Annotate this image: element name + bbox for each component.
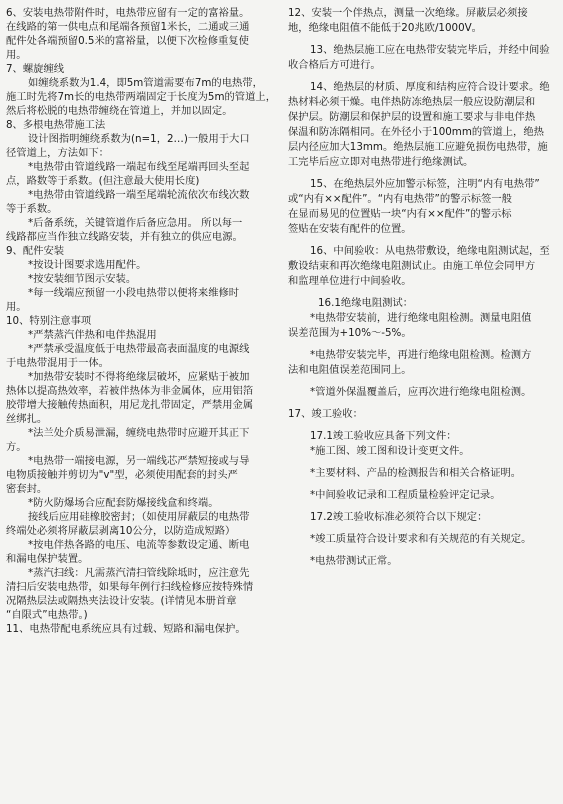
text-line: 然后将松脱的电热带缠绕在管道上，并加以固定。 [6, 105, 233, 117]
text-line: *严禁承受温度低于电热带最高表面温度的电源线 [28, 343, 250, 355]
text-line: 和监理单位进行中间验收。 [288, 275, 412, 287]
paragraph-gap [288, 170, 556, 177]
text-line: *电热带安装完毕，再进行绝缘电阻检测。检测方 [310, 349, 532, 361]
text-line: 点，路数等于系数。(但注意最大使用长度) [6, 175, 200, 187]
text-line: *电热带一端接电源，另一端线芯严禁短接或与导 [28, 455, 250, 467]
text-line: 径管道上，方法如下： [6, 147, 109, 159]
text-line: 9、配件安装 [6, 245, 65, 257]
paragraph-gap [288, 73, 556, 80]
text-line: 保护层。防潮层和保护层的设置和施工要求与非电伴热 [288, 111, 536, 123]
text-line: 况隔热层法或隔热夹法设计安装。(详情见本册首章 [6, 595, 237, 607]
text-line: 17.2竣工验收标准必须符合以下规定： [310, 511, 488, 523]
text-line: *按设计图要求选用配件。 [28, 259, 147, 271]
text-line: 设计图指明缠绕系数为(n=1，2…)一般用于大口 [28, 133, 250, 145]
text-line: *电热带由管道线路一端至尾端轮流依次布线次数 [28, 189, 250, 201]
text-line: *加热带安装时不得将绝缘层破坏，应紧贴于被加 [28, 371, 250, 383]
text-line: 胶带增大接触传热面积，用尼龙扎带固定，严禁用金属 [6, 399, 254, 411]
text-line: 17、竣工验收： [288, 408, 363, 420]
text-line: 在显而易见的位置贴一块“内有××配件”的警示标 [288, 208, 512, 220]
text-line: 17.1竣工验收应具备下列文件： [310, 430, 457, 442]
text-line: *电热带由管道线路一端起布线至尾端再回头至起 [28, 161, 250, 173]
text-line: 11、电热带配电系统应具有过载、短路和漏电保护。 [6, 623, 246, 635]
text-line: 15、在绝热层外应加警示标签，注明“内有电热带” [310, 178, 540, 190]
paragraph-gap [288, 237, 556, 244]
text-line: 施工时先将7m长的电热带两端固定于长度为5m的管道上， [6, 91, 276, 103]
text-line: 16.1绝缘电阻测试： [318, 297, 414, 309]
text-line: 保温和防冻隔相同。在外径小于100mm的管道上，绝热 [288, 126, 544, 138]
text-line: 清扫后安装电热带，如果每年例行扫线检修应按特殊情 [6, 581, 254, 593]
text-line: 或“内有××配件”。“内有电热带”的警示标签一般 [288, 193, 512, 205]
text-line: 方。 [6, 441, 27, 453]
text-line: 如缠绕系数为1.4，即5m管道需要布7m的电热带， [28, 77, 263, 89]
text-line: *防火防爆场合应配套防爆接线盒和终端。 [28, 497, 219, 509]
text-line: *按安装细节图示安装。 [28, 273, 137, 285]
text-line: *电热带安装前，进行绝缘电阻检测。测量电阻值 [310, 312, 532, 324]
paragraph-gap [288, 525, 556, 532]
paragraph-gap [288, 341, 556, 348]
text-line: 用。 [6, 49, 27, 61]
text-line: *后备系统，关键管道作后备应急用。 所以每一 [28, 217, 243, 229]
text-line: 误差范围为+10%～-5%。 [288, 327, 412, 339]
paragraph-gap [288, 378, 556, 385]
paragraph-gap [288, 481, 556, 488]
text-line: 签贴在安装有配件的位置。 [288, 223, 412, 235]
left-column [6, 6, 276, 636]
text-line: 13、绝热层施工应在电热带安装完毕后，并经中间验 [310, 44, 550, 56]
text-line: 6、安装电热带附件时，电热带应留有一定的富裕量。 [6, 7, 250, 19]
text-line: 14、绝热层的材质、厚度和结构应符合设计要求。绝 [310, 81, 550, 93]
text-line: 16、中间验收：从电热带敷设，绝缘电阻测试起，至 [310, 245, 550, 257]
text-line: *严禁蒸汽伴热和电伴热混用 [28, 329, 157, 341]
text-line: 终端处必须将屏蔽层剥离10公分，以防造成短路） [6, 525, 236, 537]
text-line: 热体以提高热效率，若被伴热体为非金属体，应用铝箔 [6, 385, 254, 397]
text-line: *中间验收记录和工程质量检验评定记录。 [310, 489, 501, 501]
text-line: 10、特别注意事项 [6, 315, 92, 327]
text-line: *每一线端应预留一小段电热带以便将来维修时 [28, 287, 240, 299]
paragraph-gap [288, 400, 556, 407]
text-line: 等于系数。 [6, 203, 58, 215]
text-line: 接线后应用硅橡胶密封；（如使用屏蔽层的电热带 [28, 511, 250, 523]
text-line: 热材料必须干燥。电伴热防冻绝热层一般应设防潮层和 [288, 96, 536, 108]
text-line: 配件处各端预留0.5米的富裕量，以便下次检修重复使 [6, 35, 249, 47]
text-line: 8、多根电热带施工法 [6, 119, 106, 131]
text-line: 在线路的第一供电点和尾端各预留1米长，二通或三通 [6, 21, 250, 33]
text-line: 和漏电保护装置。 [6, 553, 89, 565]
text-line: 法和电阻值误差范围同上。 [288, 364, 412, 376]
paragraph-gap [288, 503, 556, 510]
text-line: *法兰处介质易泄漏，缠绕电热带时应避开其正下 [28, 427, 250, 439]
text-line: 层内径应加大13mm。绝热层施工应避免损伤电热带，施 [288, 141, 548, 153]
paragraph-gap [288, 459, 556, 466]
text-line: *主要材料、产品的检测报告和相关合格证明。 [310, 467, 522, 479]
text-line: *管道外保温覆盖后，应再次进行绝缘电阻检测。 [310, 386, 532, 398]
text-line: “自限式”电热带。) [6, 609, 88, 621]
text-line: 电物质接触并剪切为"v"型，必须使用配套的封头严 [6, 469, 238, 481]
paragraph-gap [288, 547, 556, 554]
text-line: 于电热带混用于一体。 [6, 357, 109, 369]
text-line: 工完毕后应立即对电热带进行绝缘测试。 [288, 156, 474, 168]
text-line: *电热带测试正常。 [310, 555, 398, 567]
text-line: 敷设结束和再次绝缘电阻测试止。由施工单位会同甲方 [288, 260, 536, 272]
text-line: 线路都应当作独立线路安装，并有独立的供应电源。 [6, 231, 243, 243]
text-line: 收合格后方可进行。 [288, 59, 381, 71]
text-line: 12、安装一个伴热点，测量一次绝缘。屏蔽层必须接 [288, 7, 528, 19]
paragraph-gap [288, 289, 556, 296]
paragraph-gap [288, 422, 556, 429]
text-line: *施工图、竣工图和设计变更文件。 [310, 445, 470, 457]
text-line: 地，绝缘电阻值不能低于20兆欧/1000V。 [288, 22, 482, 34]
paragraph-gap [288, 36, 556, 43]
text-line: 密套封。 [6, 483, 48, 495]
text-line: *竣工质量符合设计要求和有关规范的有关规定。 [310, 533, 532, 545]
text-line: 丝绑扎。 [6, 413, 48, 425]
text-line: *蒸汽扫线：凡需蒸汽清扫管线除坻时，应注意先 [28, 567, 250, 579]
text-line: 用。 [6, 301, 27, 313]
right-column [288, 6, 556, 569]
text-line: *按电伴热各路的电压、电流等参数设定通、断电 [28, 539, 250, 551]
text-line: 7、螺旋缠线 [6, 63, 65, 75]
